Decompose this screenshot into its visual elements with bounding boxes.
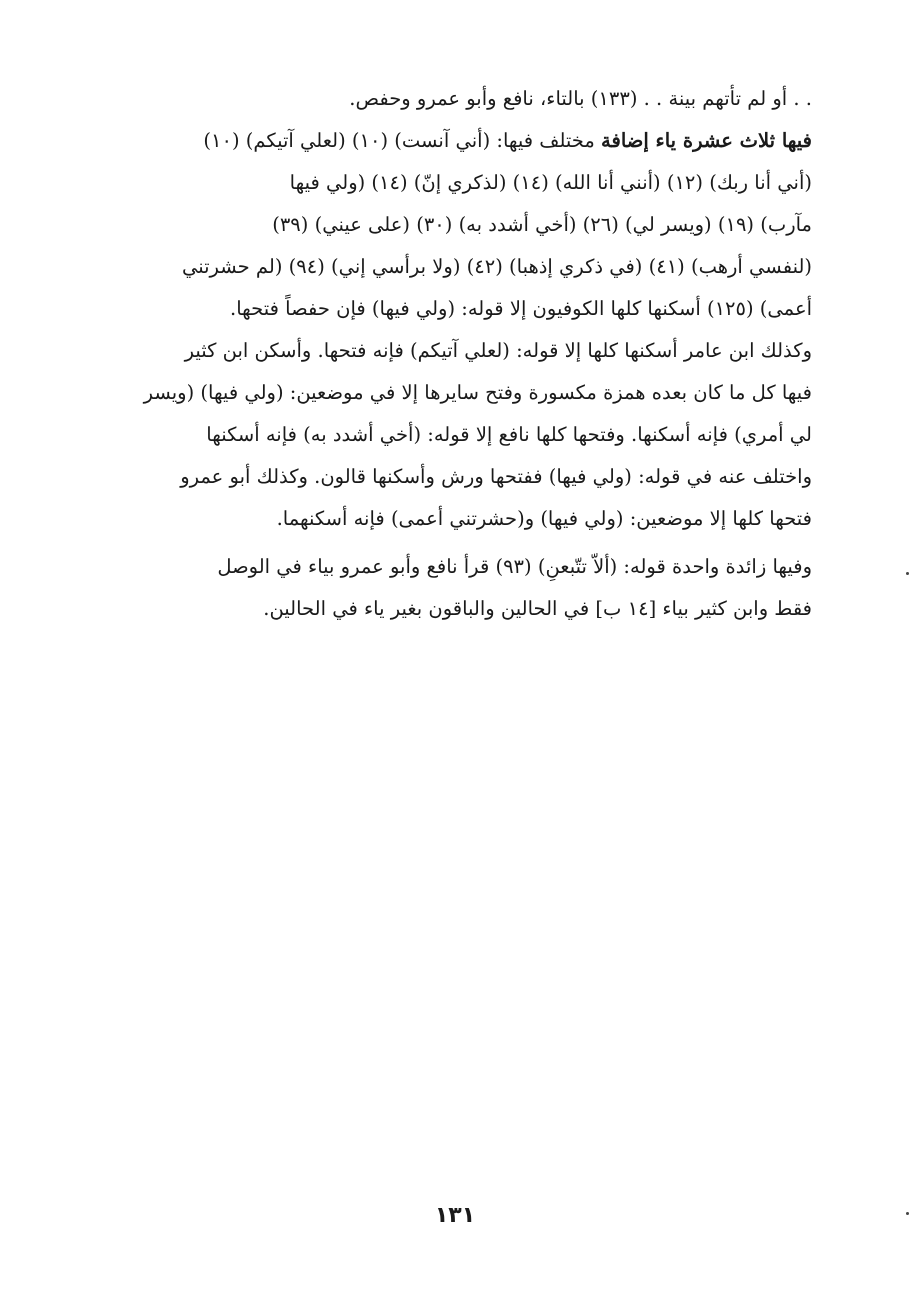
margin-mark bbox=[906, 1212, 909, 1215]
text-line-3: (أني أنا ربك) (١٢) (أنني أنا الله) (١٤) (لذكري إنّ) (١٤) (ولي فيها bbox=[289, 171, 812, 194]
text-line-7: وكذلك ابن عامر أسكنها كلها إلا قوله: (لعلي آتيكم) فإنه فتحها. وأسكن ابن كثير bbox=[184, 339, 812, 362]
text-line-12: وفيها زائدة واحدة قوله: (ألاّ تتّبعنِ) (٩٣) قرأ نافع وأبو عمرو بياء في الوصل bbox=[217, 555, 812, 578]
text-line-4: مآرب) (١٩) (ويسر لي) (٢٦) (أخي أشدد به) (٣٠) (على عيني) (٣٩) bbox=[272, 213, 812, 236]
main-paragraph bbox=[112, 78, 812, 540]
text-line-11: فتحها كلها إلا موضعين: (ولي فيها) و(حشرتني أعمى) فإنه أسكنهما. bbox=[276, 507, 812, 530]
section-heading-rest: مختلف فيها: (أني آنست) (١٠) (لعلي آتيكم) (١٠) bbox=[203, 129, 602, 152]
text-line-8: فيها كل ما كان بعده همزة مكسورة وفتح سايرها إلا في موضعين: (ولي فيها) (ويسر bbox=[143, 381, 812, 404]
text-line-2 bbox=[112, 120, 812, 162]
page-number: ١٣١ bbox=[434, 1203, 476, 1228]
text-line-5: (لنفسي أرهب) (٤١) (في ذكري إذهبا) (٤٢) (ولا برأسي إني) (٩٤) (لم حشرتني bbox=[181, 255, 812, 278]
margin-mark bbox=[906, 572, 909, 575]
text-line-10: واختلف عنه في قوله: (ولي فيها) ففتحها ورش وأسكنها قالون. وكذلك أبو عمرو bbox=[180, 465, 812, 488]
text-line-9: لي أمري) فإنه أسكنها. وفتحها كلها نافع إلا قوله: (أخي أشدد به) فإنه أسكنها bbox=[206, 423, 812, 446]
second-paragraph bbox=[112, 546, 812, 630]
text-line-6: أعمى) (١٢٥) أسكنها كلها الكوفيون إلا قوله: (ولي فيها) فإن حفصاً فتحها. bbox=[230, 297, 812, 320]
text-line-1: . . أو لم تأتهم بينة . . (١٣٣) بالتاء، نافع وأبو عمرو وحفص. bbox=[349, 87, 812, 110]
section-heading: فيها ثلاث عشرة ياء إضافة bbox=[601, 129, 812, 152]
text-line-13: فقط وابن كثير بياء [١٤ ب] في الحالين والباقون بغير ياء في الحالين. bbox=[263, 597, 812, 620]
